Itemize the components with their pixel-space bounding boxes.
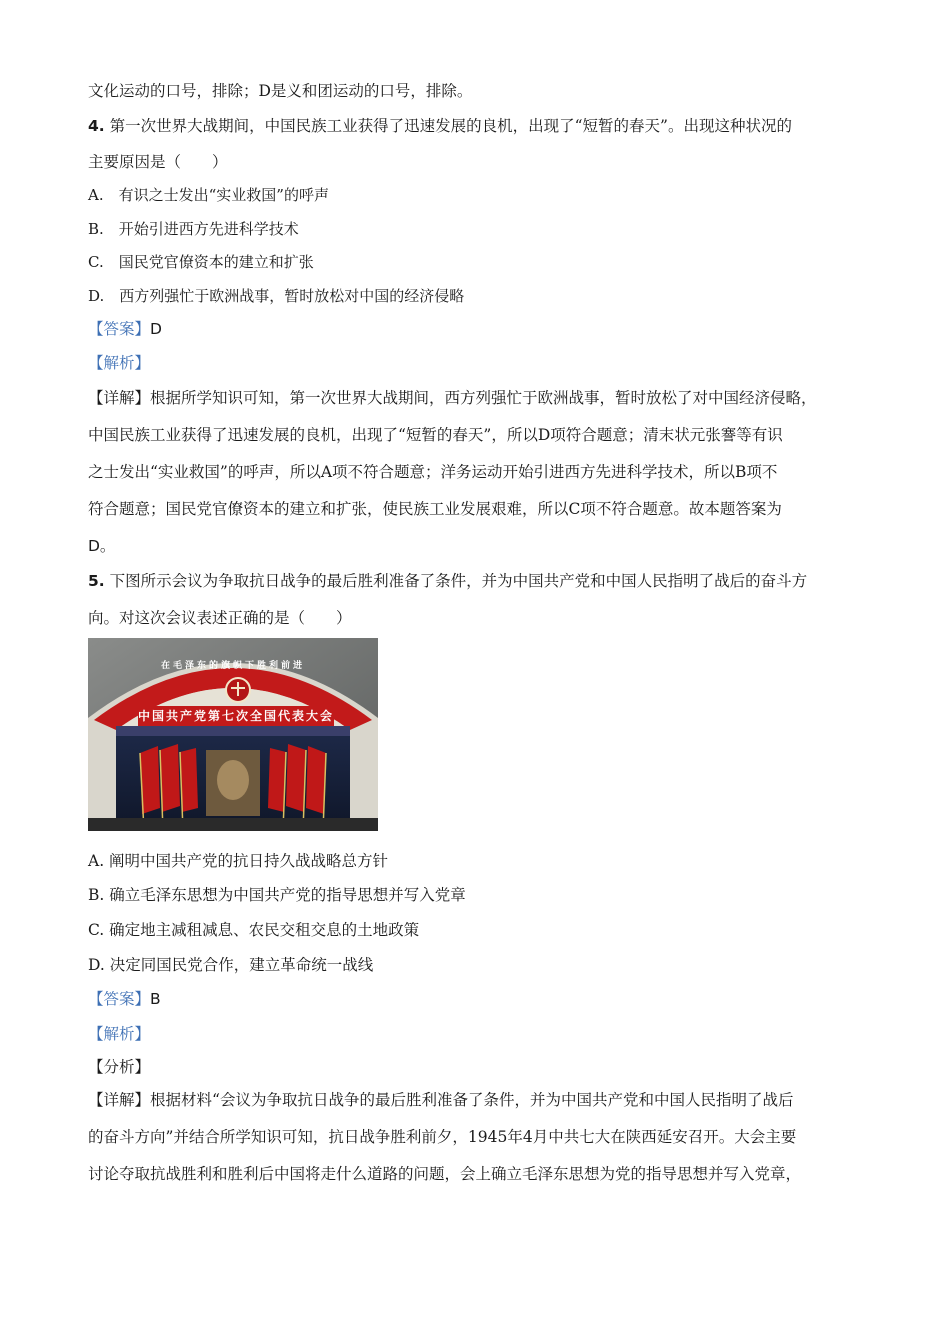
question-4-stem	[88, 115, 792, 137]
answer-value: D	[150, 320, 162, 338]
detail-text: 讨论夺取抗战胜利和胜利后中国将走什么道路的问题，会上确立毛泽东思想为党的指导思想并写入党章，	[88, 1165, 802, 1183]
arch-slogan-text: 在毛泽东的旗帜下胜利前进	[160, 661, 306, 671]
detail-text: 符合题意；国民党官僚资本的建立和扩张，使民族工业发展艰难，所以C项不符合题意。故本题答案为	[88, 500, 782, 518]
banner-text: 中国共产党第七次全国代表大会	[137, 709, 335, 723]
question-text: 向。对这次会议表述正确的是（ ）	[88, 609, 352, 627]
congress-photo	[88, 638, 378, 831]
answer-line	[88, 988, 161, 1010]
answer-line	[88, 318, 162, 340]
text-line: 文化运动的口号，排除；D是义和团运动的口号，排除。	[88, 82, 473, 100]
option-c: C. 确定地主减租减息、农民交租交息的土地政策	[88, 921, 420, 939]
detail-text: 之士发出“实业救国”的呼声，所以A项不符合题意；洋务运动开始引进西方先进科学技术，所以B项不	[88, 463, 778, 481]
option-b: B. 开始引进西方先进科学技术	[88, 220, 299, 238]
answer-value: B	[150, 990, 161, 1008]
option-d: D. 决定同国民党合作，建立革命统一战线	[88, 956, 374, 974]
option-a: A. 阐明中国共产党的抗日持久战战略总方针	[88, 852, 389, 870]
detail-tag: 【详解】	[88, 1091, 151, 1109]
detail-text: D。	[88, 537, 116, 555]
congress-photo-illustration	[88, 638, 378, 831]
detail-tag: 【详解】	[88, 389, 151, 407]
analysis-tag: 【解析】	[88, 354, 151, 372]
option-d: D. 西方列强忙于欧洲战事，暂时放松对中国的经济侵略	[88, 287, 465, 305]
question-text: 下图所示会议为争取抗日战争的最后胜利准备了条件，并为中国共产党和中国人民指明了战后的奋斗方	[109, 572, 808, 590]
question-number: 5.	[88, 572, 105, 590]
detail-line	[88, 387, 817, 409]
detail-text: 根据所学知识可知，第一次世界大战期间，西方列强忙于欧洲战事，暂时放松了对中国经济侵略，	[150, 389, 817, 407]
detail-text: 的奋斗方向”并结合所学知识可知，抗日战争胜利前夕，1945年4月中共七大在陕西延安召开。大会主要	[88, 1128, 797, 1146]
analysis-subtag: 【分析】	[88, 1058, 151, 1076]
option-b: B. 确立毛泽东思想为中国共产党的指导思想并写入党章	[88, 886, 466, 904]
option-a: A. 有识之士发出“实业救国”的呼声	[88, 186, 329, 204]
question-5-stem	[88, 570, 807, 592]
question-text: 第一次世界大战期间，中国民族工业获得了迅速发展的良机，出现了“短暂的春天”。出现这种状况的	[109, 117, 792, 135]
answer-tag: 【答案】	[88, 990, 151, 1008]
detail-text: 中国民族工业获得了迅速发展的良机，出现了“短暂的春天”，所以D项符合题意；清末状元张謇等有识	[88, 426, 783, 444]
question-text: 主要原因是（ ）	[88, 153, 228, 171]
detail-text: 根据材料“会议为争取抗日战争的最后胜利准备了条件，并为中国共产党和中国人民指明了战后	[150, 1091, 794, 1109]
analysis-tag: 【解析】	[88, 1025, 151, 1043]
option-c: C. 国民党官僚资本的建立和扩张	[88, 253, 314, 271]
question-number: 4.	[88, 117, 105, 135]
detail-line	[88, 1089, 793, 1111]
answer-tag: 【答案】	[88, 320, 151, 338]
